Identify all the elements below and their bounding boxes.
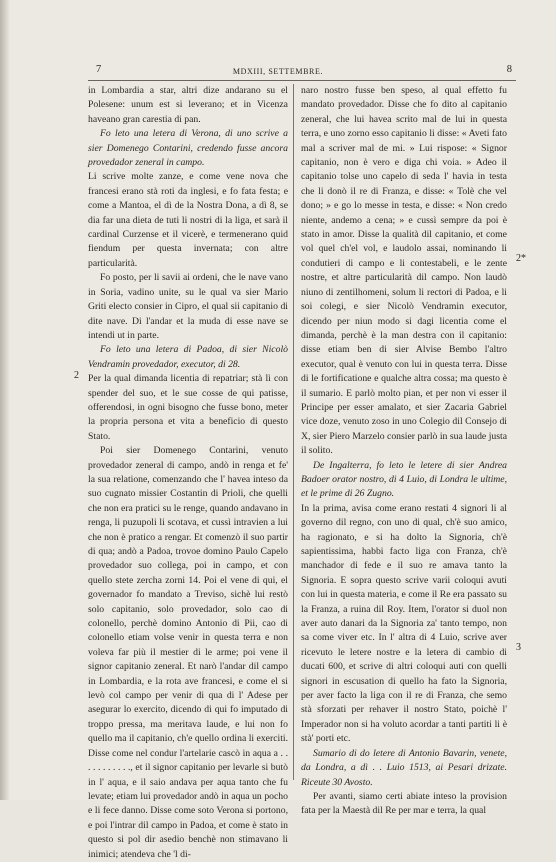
running-title: MDXIII, SETTEMBRE. (232, 67, 324, 76)
column-divider (293, 84, 294, 780)
paragraph: Per la qual dimanda licentia di repatriar; stà lì con spender del suo, et le sue cosse de qui patisse, offerendosi, in ogni bisogno che fusse bono, meter la propria persona et vita a beneficio di questo Stato. (88, 373, 288, 442)
paragraph: in Lombardia a star, altri dize andarano su el Polesene: unum est si leverano; et in Vicenza haveano gran carestia di pan. (88, 85, 288, 125)
paragraph: Poi sier Domenego Contarini, venuto provedador zeneral di campo, andò in renga et fe' la sua relatione, comenzando che l' havea inteso da suo cugnato missier Costantin di Prioli, che quelli che non era pratici su le renge, quando andavano in renga, li puzupoli li scotava, et cussì intravien a lui che non è pratico a rengar. Et comenzò il suo partir di qua; andò a Padoa, trovoe domino Paulo Capelo provedador suo collega, poi in campo, et con quello stete zercha zorni 14. Poi el vene di qui, el governador fo mandato a Treviso, sichè lui restò solo capitanio, solo provedador, solo cao di colonello, perchè domino Antonio di Pii, cao di colonello etiam volse venir in questa terra e non voleva far più il mestier di le arme; poi vene il signor capitanio zeneral. Et narò l'andar dil campo in Lombardia, e la rota ave francesi, e come el si levò col campo per venir di qua di l' Adese per asegurar lo exercito, dicendo di qui fo imputado di troppo pressa, ma meritava laude, e lui non fo quello ma il capitanio, ch'e quello ordina li exerciti. Disse come nel condur l'artelarie cascò in aqua a . . . . . . . . . . ., et il signor capitanio per levarle si butò in l' aqua, e il saio andava per aqua tanto che fu levate; etiam lui provedador andò in aqua un pocho e li fece danno. Disse come soto Verona si portono, e poi l'intrar dil campo in Padoa, et come è stato in questo si pol dir asedio benchè non stimavano li inimici; atendeva che 'l di- (88, 445, 288, 860)
right-text-column (301, 84, 507, 819)
paragraph-heading: Fo leto una letera di Verona, di uno scrive a sier Domenego Contarini, credendo fusse ancora provedador zeneral in campo. (88, 128, 288, 169)
paragraph: naro nostro fusse ben speso, al qual effetto fu mandato provedador. Disse che fo dito al capitanio zeneral, che lui havea scrito mal de lui in questa terra, e uno zorno esso capitanio li disse: « Aveti fato mal a scriver mal de mi. » Lui rispose: « Signor capitanio, non è vero e diga chi voia. » Adeo il capitanio tolse uno capelo di seda l' havia in testa che li donò il re di Franza, e disse: « Tolè che vel dono; » e go lo messe in testa, e disse: « Non credo niente, andemo a cena; » e cussì sempre da poi è stato in amor. Disse la qualità dil capitanio, et come vol quel ch'el vol, e laudolo assai, nominando li condutieri di campo e li contestabeli, e le zente nostre, et altre particularità dil campo. Non laudò niuno di zentilhomeni, solum li rectori di Padoa, e li soi colegi, e sier Nicolò Vendramin executor, dicendo per niun modo si dagi licentia come el dimanda, perchè è la man destra con il capitanio: disse etiam ben di sier Alvise Bembo l'altro executor, qual è venuto con lui in questa terra. Disse di le fortificatione e qualche altra cossa; ma questo è il sumario. E parlò molto pian, et per non vi esser il Principe per esser amalato, et sier Zacaria Gabriel vice doze, venuto zoso in uno Colegio dil Consejo di X, sier Piero Marzelo consier parlò in sua laude justa il solito. (301, 85, 507, 457)
margin-number-right-3: 3 (516, 642, 521, 653)
header-rule (88, 80, 516, 81)
binding-shadow (0, 0, 10, 800)
paragraph: In la prima, avisa come erano restati 4 signori li al governo dil regno, con uno di qual, ch'è suo amico, ha ragionato, e si ha dolto la Signoria, ch'è sapientissima, habbi facto liga con Franza, ch'è manchador di fede e il suo re amava tanto la Signoria. E sopra questo scrive varii coloqui avuti con lui in questa materia, e come il Re era passato su la Franza, a ruina dil Roy. Item, l'orator si duol non aver auto danari da la Signoria za' tanto tempo, non sa come viver etc. In l' altra di 4 Luio, scrive aver ricevuto le letere nostre e la letera di cambio di ducati 600, et scrive di altri coloqui auti con quelli signori in escusation di quello ha fato la Signoria, per aver facto la liga con il re di Franza, che semo stà sforzati per rehaver il nostro Stato, poichè l' Imperador non si ha voluto acordar a tanti partiti li è stà' porti etc. (301, 502, 507, 745)
paragraph-heading: Fo leto una letera di Padoa, di sier Nicolò Vendramin provedador, executor, di 28. (88, 344, 288, 370)
paragraph-heading: Sumario di do letere di Antonio Bavarin, venete, da Londra, a dì . . Luio 1513, ai Pesari drizate. Riceute 30 Avosto. (301, 747, 507, 788)
paragraph: Per avanti, siamo certi abiate inteso la provision fata per la Maestà dil Re per mar e terra, la qual (301, 790, 507, 817)
margin-number-right-2: 2* (516, 253, 526, 264)
paragraph-heading: De Ingalterra, fo leto le letere di sier Andrea Badoer orator nostro, di 4 Luio, di Londra le ultime, et le prime di 26 Zugno. (301, 459, 507, 500)
page-number-left: 7 (96, 64, 102, 75)
paragraph: Fo posto, per li savii ai ordeni, che le nave vano in Soria, vadino unite, su le qual va sier Mario Griti electo consier in Cipro, el qual sii capitanio di dite nave. Di l'andar et la muda di esse nave se intendi ut in parte. (88, 272, 288, 341)
margin-number-left: 2 (74, 370, 79, 381)
left-text-column (88, 84, 288, 862)
paragraph: Li scrive molte zanze, e come vene nova che francesi erano stà roti da inglesi, e fo fata festa; e come a Mantoa, el dì de la Nostra Dona, a dì 8, se dia far una dieta de tuti li nostri di la liga, et sarà il cardinal Curzense et il vicerè, e termenerano quid fiendum per questa invernata; con altre particularità. (88, 171, 288, 269)
page-number-right: 8 (506, 64, 512, 75)
